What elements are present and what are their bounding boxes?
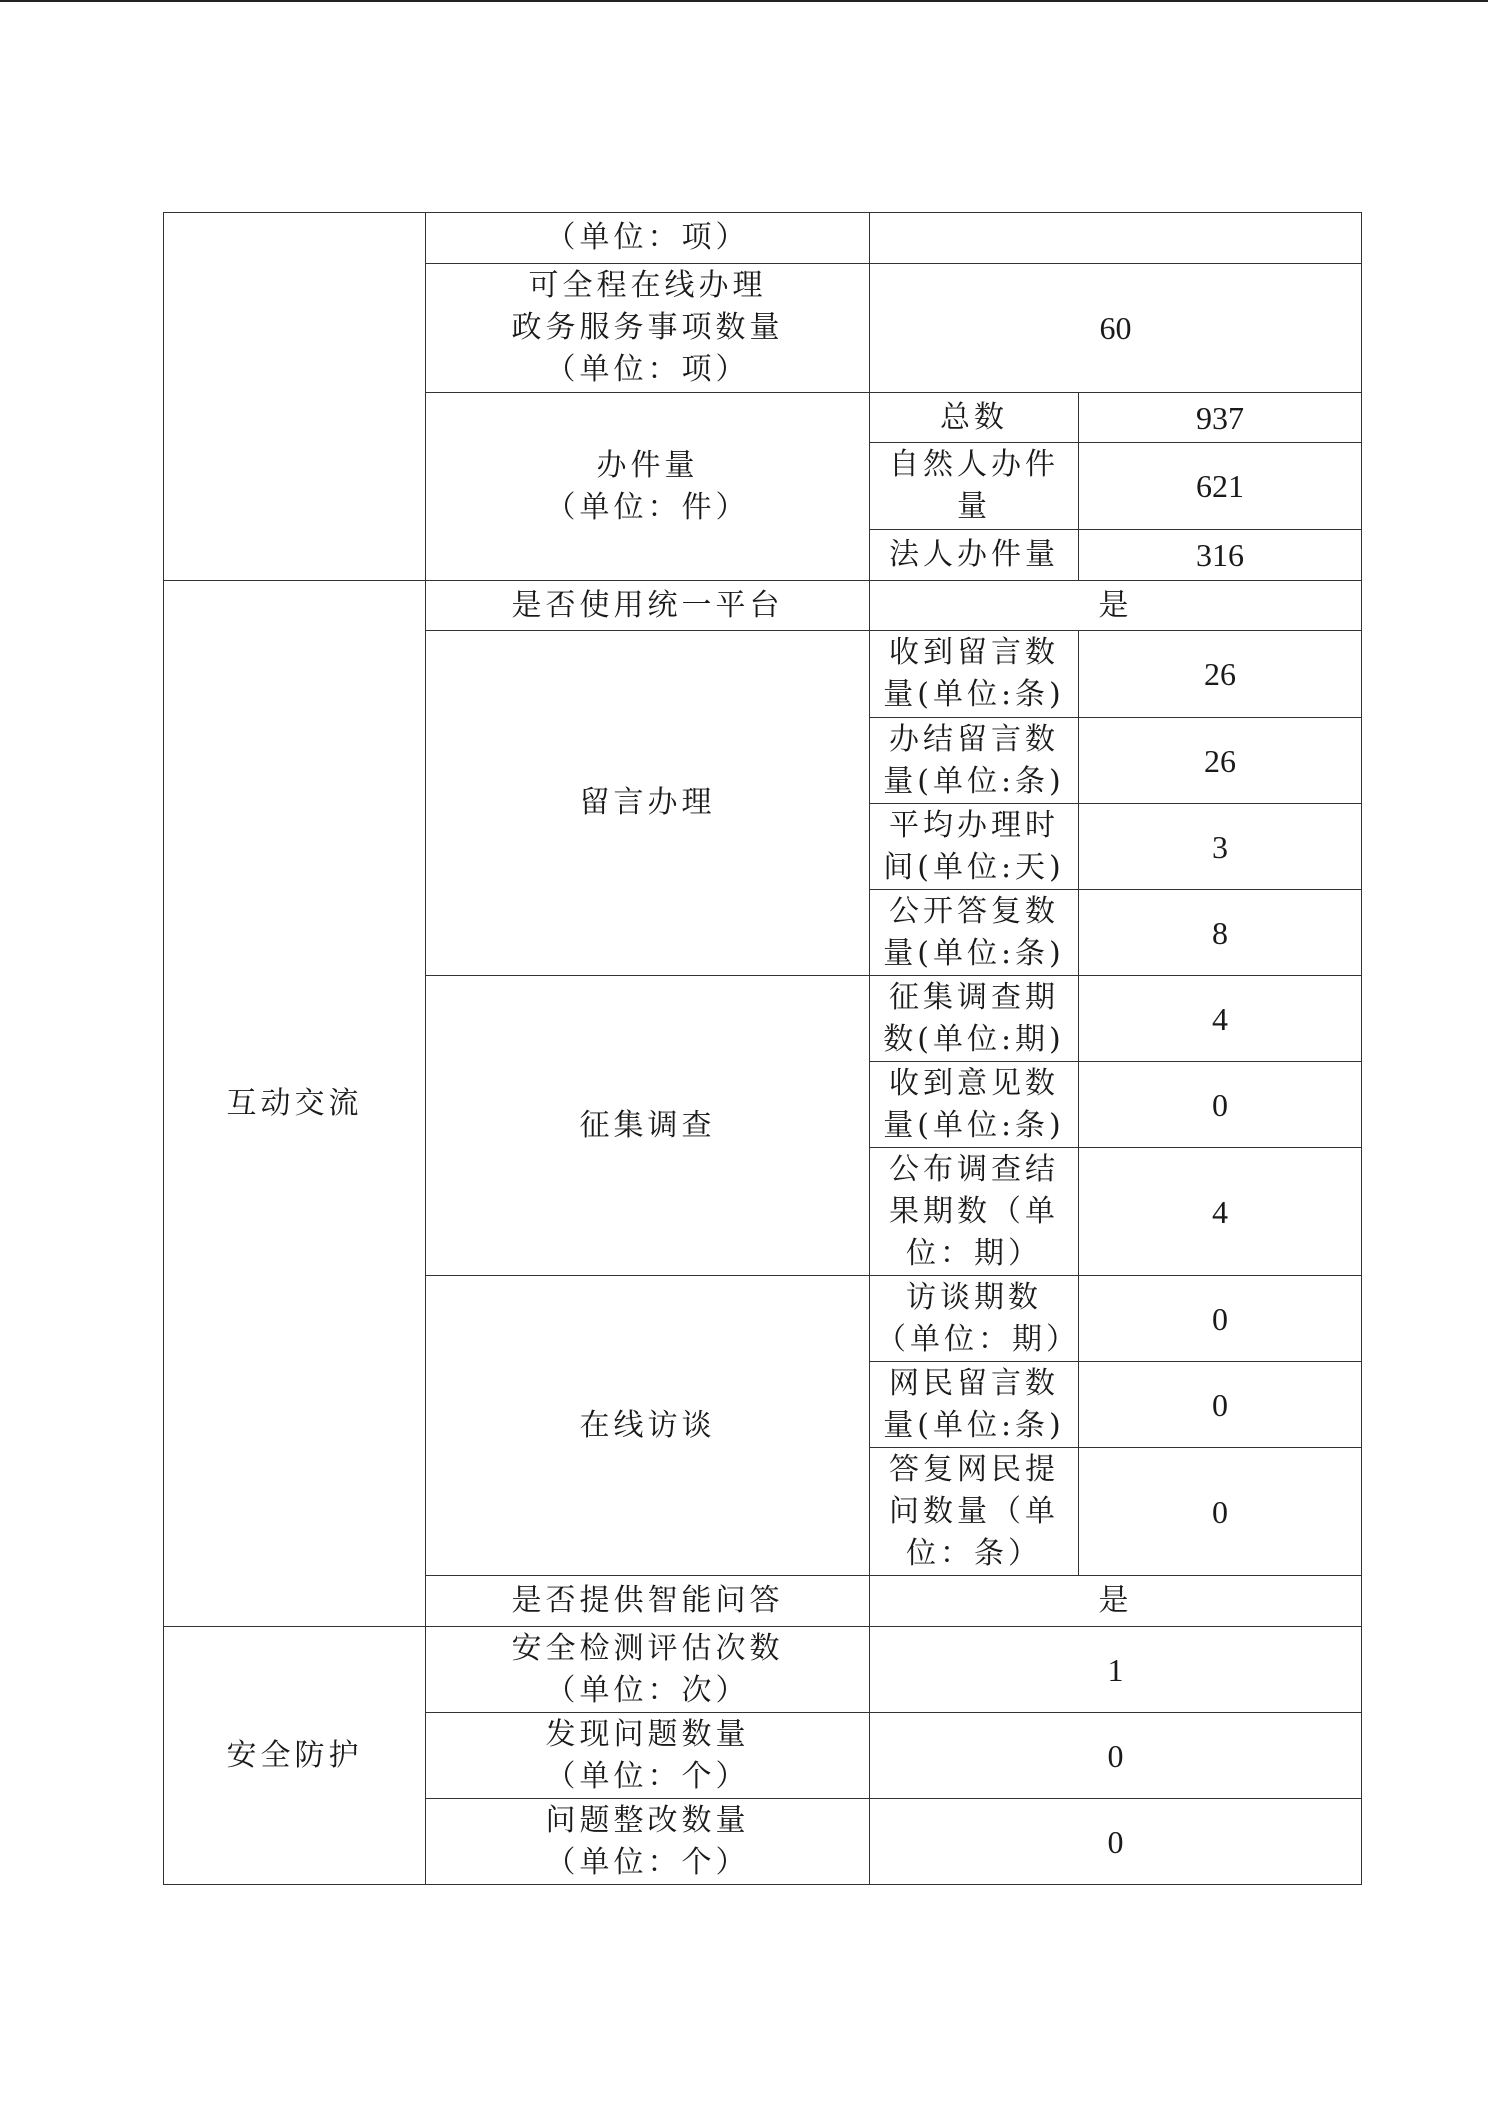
assessments-value: 1 [870,1627,1362,1713]
empty-value-cell [870,213,1362,264]
table-row [164,1627,1362,1713]
closed-msgs-value: 26 [1079,718,1362,804]
online-full-label: 可全程在线办理 政务服务事项数量 （单位：项） [426,264,870,393]
legal-person-value: 316 [1079,530,1362,581]
unified-platform-value: 是 [870,581,1362,631]
interaction-category: 互动交流 [164,581,426,1627]
public-reply-label: 公开答复数 量(单位:条) [870,890,1079,976]
received-msgs-value: 26 [1079,631,1362,718]
security-category: 安全防护 [164,1627,426,1885]
continued-category-cell [164,213,426,581]
issues-fixed-label: 问题整改数量 （单位：个） [426,1799,870,1885]
closed-msgs-label: 办结留言数 量(单位:条) [870,718,1079,804]
answers-label: 答复网民提 问数量（单 位：条） [870,1448,1079,1576]
opinions-value: 0 [1079,1062,1362,1148]
legal-person-label: 法人办件量 [870,530,1079,581]
volume-label: 办件量 （单位：件） [426,393,870,581]
issues-found-label: 发现问题数量 （单位：个） [426,1713,870,1799]
survey-periods-value: 4 [1079,976,1362,1062]
public-reply-value: 8 [1079,890,1362,976]
assessments-label: 安全检测评估次数 （单位：次） [426,1627,870,1713]
unified-platform-label: 是否使用统一平台 [426,581,870,631]
avg-time-label: 平均办理时 间(单位:天) [870,804,1079,890]
netizen-msgs-label: 网民留言数 量(单位:条) [870,1362,1079,1448]
interview-periods-value: 0 [1079,1276,1362,1362]
smart-qa-label: 是否提供智能问答 [426,1576,870,1627]
table-row [164,213,1362,264]
survey-periods-label: 征集调查期 数(单位:期) [870,976,1079,1062]
issues-found-value: 0 [870,1713,1362,1799]
online-full-value: 60 [870,264,1362,393]
natural-person-label: 自然人办件 量 [870,443,1079,530]
answers-value: 0 [1079,1448,1362,1576]
table-row [164,581,1362,631]
smart-qa-value: 是 [870,1576,1362,1627]
received-msgs-label: 收到留言数 量(单位:条) [870,631,1079,718]
total-value: 937 [1079,393,1362,443]
statistics-table [163,212,1362,1885]
survey-label: 征集调查 [426,976,870,1276]
total-label: 总数 [870,393,1079,443]
netizen-msgs-value: 0 [1079,1362,1362,1448]
issues-fixed-value: 0 [870,1799,1362,1885]
avg-time-value: 3 [1079,804,1362,890]
published-results-label: 公布调查结 果期数（单 位：期） [870,1148,1079,1276]
interview-label: 在线访谈 [426,1276,870,1576]
unit-label-cell: （单位：项） [426,213,870,264]
page-top-rule [0,0,1488,2]
published-results-value: 4 [1079,1148,1362,1276]
opinions-label: 收到意见数 量(单位:条) [870,1062,1079,1148]
interview-periods-label: 访谈期数 （单位：期） [870,1276,1079,1362]
messages-label: 留言办理 [426,631,870,976]
natural-person-value: 621 [1079,443,1362,530]
